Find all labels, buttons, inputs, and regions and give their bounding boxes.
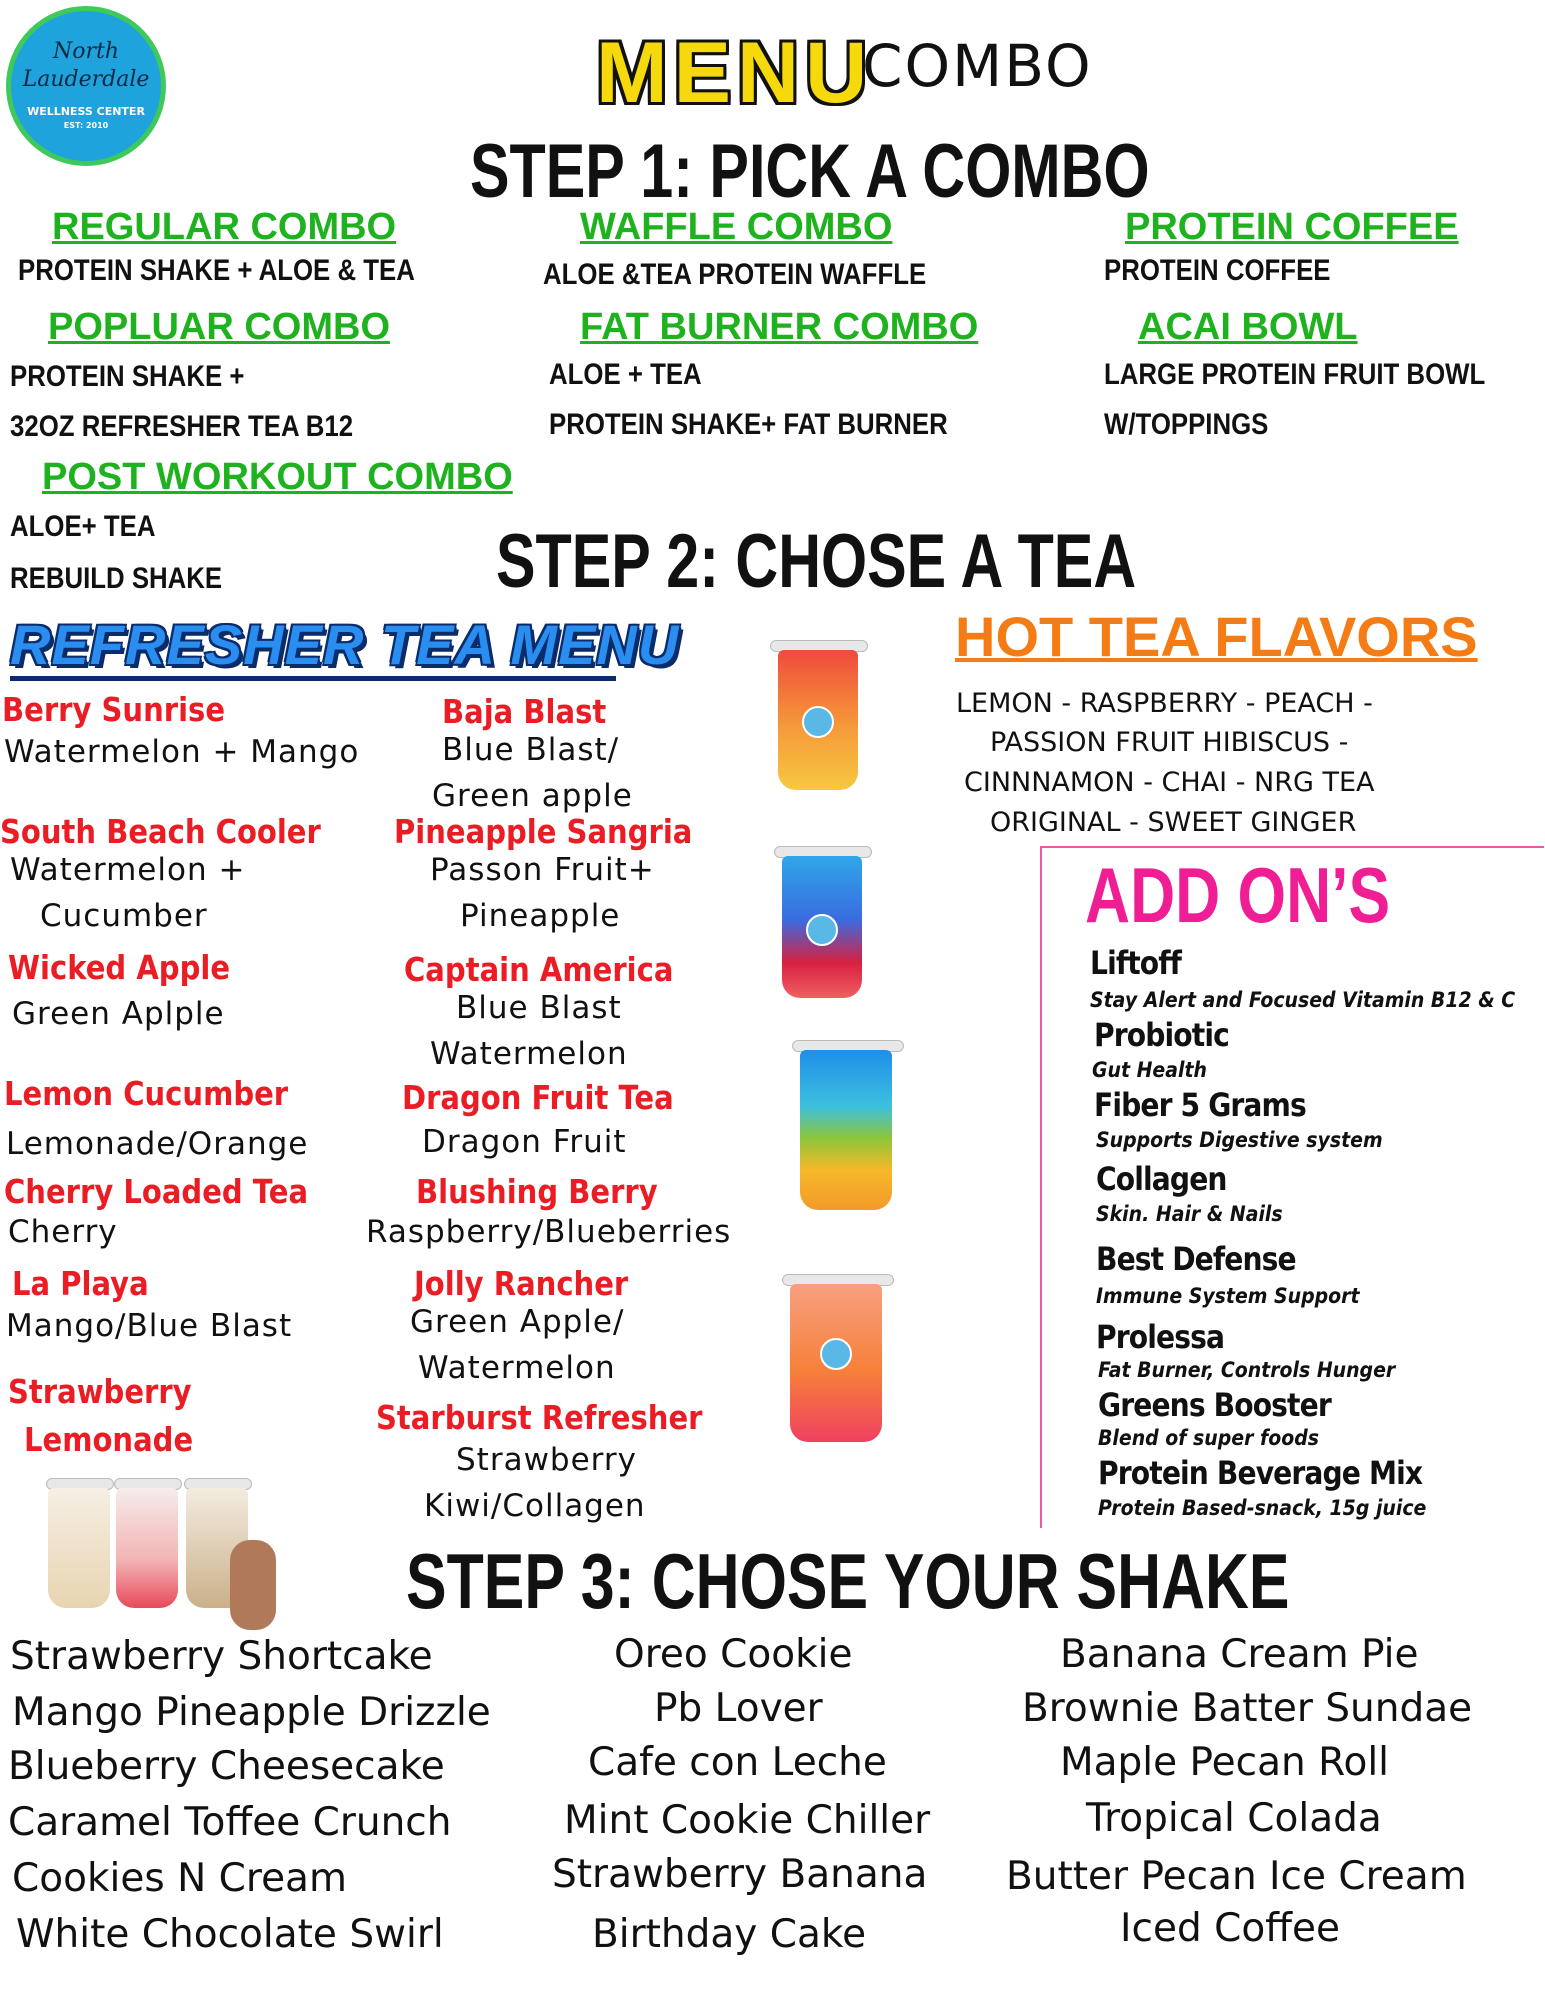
tea-jolly-rancher-desc1: Green Apple/ [410, 1304, 625, 1340]
shake-tropical-colada: Tropical Colada [1086, 1796, 1382, 1841]
tea-lemon-cucumber-desc: Lemonade/Orange [6, 1126, 309, 1162]
addon-best-defense: Best Defense [1096, 1240, 1296, 1278]
shake-cafe-con-leche: Cafe con Leche [588, 1740, 887, 1785]
hot-tea-line2: PASSION FRUIT HIBISCUS - [990, 727, 1349, 758]
tea-baja-blast-desc1: Blue Blast/ [442, 732, 620, 768]
combo-popular-heading: POPLUAR COMBO [48, 306, 390, 348]
tea-starburst-refresher: Starburst Refresher [376, 1398, 703, 1437]
addon-probiotic-desc: Gut Health [1092, 1058, 1207, 1082]
tea-pineapple-sangria-desc1: Passon Fruit+ [430, 852, 655, 888]
tea-wicked-apple: Wicked Apple [8, 948, 231, 987]
tea-berry-sunrise: Berry Sunrise [2, 690, 226, 729]
tea-south-beach-cooler: South Beach Cooler [0, 812, 321, 851]
addon-prolessa: Prolessa [1096, 1318, 1225, 1356]
combo-popular-line2: 32OZ REFRESHER TEA B12 [10, 410, 354, 443]
logo-line4: EST: 2010 [63, 121, 109, 130]
tea-jolly-rancher-desc2: Watermelon [418, 1350, 616, 1386]
addon-protein-beverage-mix-desc: Protein Based-snack, 15g juice [1098, 1496, 1427, 1520]
combo-post-workout-line1: ALOE+ TEA [10, 510, 156, 543]
tea-baja-blast: Baja Blast [442, 692, 607, 731]
logo-line1: North [52, 39, 120, 64]
menu-title: MENU [596, 25, 874, 121]
addon-fiber: Fiber 5 Grams [1094, 1086, 1306, 1124]
shake-iced-coffee: Iced Coffee [1120, 1906, 1341, 1951]
combo-waffle-line1: ALOE &TEA PROTEIN WAFFLE [543, 258, 927, 291]
refresher-tea-menu-title: REFRESHER TEA MENU [10, 613, 680, 676]
combo-regular-line1: PROTEIN SHAKE + ALOE & TEA [18, 254, 415, 287]
combo-acai-line1: LARGE PROTEIN FRUIT BOWL [1104, 358, 1486, 391]
combo-title: COMBO [862, 32, 1093, 100]
combo-waffle-heading: WAFFLE COMBO [580, 206, 893, 248]
combo-fat-burner-heading: FAT BURNER COMBO [580, 306, 979, 348]
shake-birthday-cake: Birthday Cake [592, 1912, 867, 1957]
combo-fat-burner-line1: ALOE + TEA [549, 358, 702, 391]
combo-post-workout-heading: POST WORKOUT COMBO [42, 456, 513, 498]
addon-collagen: Collagen [1096, 1160, 1227, 1198]
tea-baja-blast-desc2: Green apple [432, 778, 633, 814]
addon-protein-beverage-mix: Protein Beverage Mix [1098, 1454, 1423, 1492]
refresher-title-underline [10, 676, 616, 681]
combo-protein-coffee-heading: PROTEIN COFFEE [1125, 206, 1459, 248]
tea-wicked-apple-desc: Green Aplple [12, 996, 225, 1032]
combo-fat-burner-line2: PROTEIN SHAKE+ FAT BURNER [549, 408, 948, 441]
tea-blushing-berry-desc: Raspberry/Blueberries [366, 1214, 732, 1250]
step1-title: STEP 1: PICK A COMBO [470, 129, 1150, 214]
tea-south-beach-cooler-desc2: Cucumber [40, 898, 208, 934]
tea-la-playa-desc: Mango/Blue Blast [6, 1308, 293, 1344]
shake-mint-cookie-chiller: Mint Cookie Chiller [564, 1798, 931, 1843]
tea-captain-america-desc1: Blue Blast [456, 990, 622, 1026]
shake-pb-lover: Pb Lover [654, 1686, 823, 1731]
shake-white-chocolate-swirl: White Chocolate Swirl [16, 1912, 444, 1957]
shake-banana-cream-pie: Banana Cream Pie [1060, 1632, 1419, 1677]
combo-acai-heading: ACAI BOWL [1138, 306, 1358, 348]
tea-pineapple-sangria-desc2: Pineapple [460, 898, 621, 934]
tea-captain-america-desc2: Watermelon [430, 1036, 628, 1072]
tea-south-beach-cooler-desc1: Watermelon + [10, 852, 246, 888]
addon-greens-booster-desc: Blend of super foods [1098, 1426, 1319, 1450]
tea-la-playa: La Playa [12, 1264, 149, 1303]
combo-post-workout-line2: REBUILD SHAKE [10, 562, 223, 595]
logo-line3: WELLNESS CENTER [27, 105, 145, 118]
shake-oreo-cookie: Oreo Cookie [614, 1632, 853, 1677]
tea-berry-sunrise-desc: Watermelon + Mango [4, 734, 360, 770]
tea-dragon-fruit: Dragon Fruit Tea [402, 1078, 674, 1117]
hot-tea-flavors-title: HOT TEA FLAVORS [955, 605, 1478, 668]
tea-dragon-fruit-desc: Dragon Fruit [422, 1124, 627, 1160]
shake-brownie-batter-sundae: Brownie Batter Sundae [1022, 1686, 1473, 1731]
shake-cookies-n-cream: Cookies N Cream [12, 1856, 347, 1901]
tea-strawberry-lemonade-line1: Strawberry [8, 1372, 192, 1411]
hot-tea-line1: LEMON - RASPBERRY - PEACH - [956, 688, 1373, 719]
tea-captain-america: Captain America [404, 950, 674, 989]
combo-regular-heading: REGULAR COMBO [52, 206, 397, 248]
tea-starburst-refresher-desc2: Kiwi/Collagen [424, 1488, 646, 1524]
addon-best-defense-desc: Immune System Support [1096, 1284, 1360, 1308]
tea-jolly-rancher: Jolly Rancher [414, 1264, 629, 1303]
shake-strawberry-banana: Strawberry Banana [552, 1852, 928, 1897]
tea-starburst-refresher-desc1: Strawberry [456, 1442, 637, 1478]
hot-tea-line3: CINNNAMON - CHAI - NRG TEA [964, 767, 1375, 798]
addon-liftoff: Liftoff [1090, 944, 1181, 982]
combo-popular-line1: PROTEIN SHAKE + [10, 360, 245, 393]
step3-title: STEP 3: CHOSE YOUR SHAKE [406, 1537, 1290, 1625]
shake-caramel-toffee-crunch: Caramel Toffee Crunch [8, 1800, 452, 1845]
shake-strawberry-shortcake: Strawberry Shortcake [10, 1634, 433, 1679]
addon-probiotic: Probiotic [1094, 1016, 1229, 1054]
tea-blushing-berry: Blushing Berry [416, 1172, 658, 1211]
combo-acai-line2: W/TOPPINGS [1104, 408, 1269, 441]
add-ons-title: ADD ON’S [1085, 851, 1391, 939]
addon-collagen-desc: Skin. Hair & Nails [1096, 1202, 1283, 1226]
shake-maple-pecan-roll: Maple Pecan Roll [1060, 1740, 1389, 1785]
addon-prolessa-desc: Fat Burner, Controls Hunger [1098, 1358, 1396, 1382]
tea-strawberry-lemonade-line2: Lemonade [24, 1420, 194, 1459]
tea-pineapple-sangria: Pineapple Sangria [394, 812, 693, 851]
tea-cherry-loaded-desc: Cherry [8, 1214, 118, 1250]
wellness-center-logo [6, 6, 166, 166]
step2-title: STEP 2: CHOSE A TEA [496, 519, 1137, 604]
logo-line2: Lauderdale [22, 67, 150, 92]
addon-fiber-desc: Supports Digestive system [1096, 1128, 1383, 1152]
shake-mango-pineapple-drizzle: Mango Pineapple Drizzle [12, 1690, 491, 1735]
shake-blueberry-cheesecake: Blueberry Cheesecake [8, 1744, 445, 1789]
tea-cherry-loaded: Cherry Loaded Tea [4, 1172, 309, 1211]
combo-protein-coffee-line1: PROTEIN COFFEE [1104, 254, 1331, 287]
hot-tea-line4: ORIGINAL - SWEET GINGER [990, 807, 1357, 838]
addon-greens-booster: Greens Booster [1098, 1386, 1331, 1424]
shake-butter-pecan-ice-cream: Butter Pecan Ice Cream [1006, 1854, 1467, 1899]
tea-lemon-cucumber: Lemon Cucumber [4, 1074, 289, 1113]
addon-liftoff-desc: Stay Alert and Focused Vitamin B12 & C [1090, 988, 1516, 1012]
